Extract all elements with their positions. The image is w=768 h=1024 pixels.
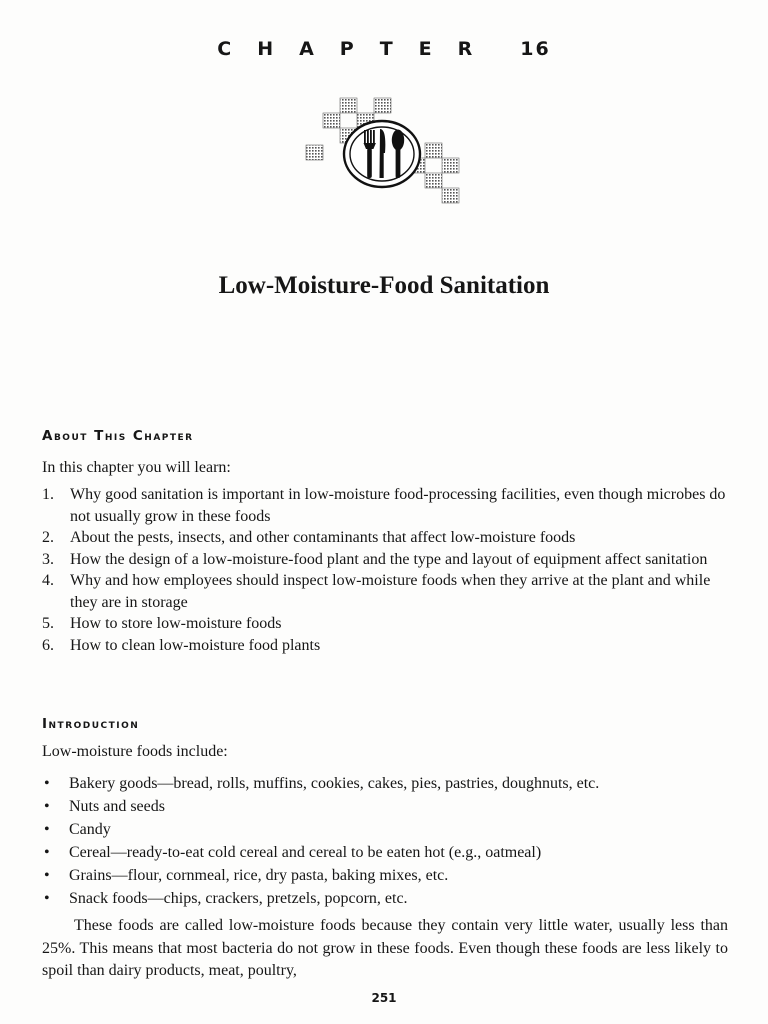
item-number: 1. [42,486,54,503]
about-heading: About This Chapter [42,428,194,444]
list-item [42,549,732,571]
list-item [42,887,732,910]
list-item [42,635,732,657]
item-text: Bakery goods—bread, rolls, muffins, cookies, cakes, pies, pastries, doughnuts, etc. [69,775,600,792]
item-text: Snack foods—chips, crackers, pretzels, popcorn, etc. [69,890,408,907]
chapter-word: CHAPTER [217,38,499,60]
item-text: How to clean low-moisture food plants [70,636,321,654]
item-text: How the design of a low-moisture-food plant and the type and layout of equipment affect sanitation [70,550,708,568]
item-number: 3. [42,550,54,568]
item-text: Nuts and seeds [69,798,165,815]
item-text: Grains—flour, cornmeal, rice, dry pasta, baking mixes, etc. [69,867,449,884]
item-text: Candy [69,821,111,838]
item-number: 4. [42,572,54,589]
item-text: How to store low-moisture foods [70,615,282,632]
item-number: 5. [42,615,54,632]
bullet-icon: • [44,867,50,884]
list-item [42,864,732,887]
item-text: About the pests, insects, and other contaminants that affect low-moisture foods [70,529,576,546]
item-text: Cereal—ready-to-eat cold cereal and cereal to be eaten hot (e.g., oatmeal) [69,844,542,861]
item-number: 2. [42,529,54,546]
introduction-lead: Low-moisture foods include: [42,743,228,760]
bullet-icon: • [44,890,50,907]
plate-fork-knife-spoon-icon [300,96,465,214]
introduction-paragraph: These foods are called low-moisture foods because they contain very little water, usually less than 25%. This means that most bacteria do not grow in these foods. Even though these foods are less likely to spoil than dairy products, meat, poultry, [42,917,728,979]
list-item [42,484,732,527]
chapter-title: Low-Moisture-Food Sanitation [218,272,550,299]
item-text: Why and how employees should inspect low-moisture foods when they arrive at the plant and while they are in storage [70,572,711,611]
bullet-icon: • [44,844,50,861]
list-item [42,841,732,864]
item-number: 6. [42,636,54,654]
bullet-icon: • [44,821,50,838]
list-item [42,570,732,613]
learning-objectives-list [42,484,732,656]
bullet-icon: • [44,775,50,792]
chapter-number: 16 [520,38,551,60]
item-text: Why good sanitation is important in low-moisture food-processing facilities, even though microbes do not usually grow in these foods [70,486,726,525]
list-item [42,527,732,549]
list-item [42,613,732,635]
list-item [42,772,732,795]
introduction-heading: Introduction [42,716,140,732]
page-number: 251 [371,991,397,1005]
about-lead: In this chapter you will learn: [42,459,231,476]
list-item [42,795,732,818]
chapter-label [0,38,768,60]
bullet-icon: • [44,798,50,815]
list-item [42,818,732,841]
low-moisture-foods-list [42,772,732,910]
